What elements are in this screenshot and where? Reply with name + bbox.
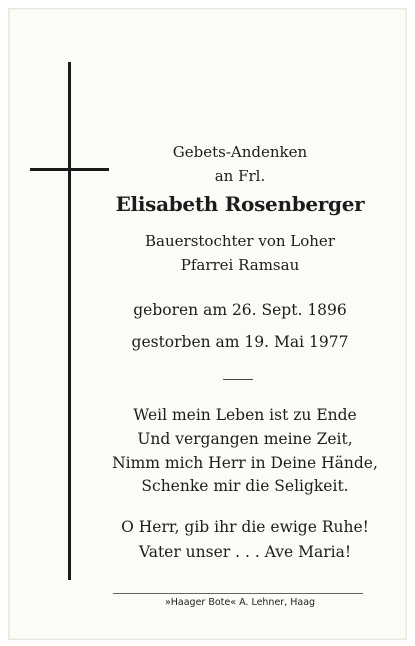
divider <box>223 379 253 380</box>
verse-line: Weil mein Leben ist zu Ende <box>133 406 357 424</box>
prayer-line: Vater unser . . . Ave Maria! <box>138 543 352 561</box>
verse-line: Und vergangen meine Zeit, <box>137 430 353 448</box>
printer-divider <box>113 593 363 594</box>
parish: Pfarrei Ramsau <box>180 256 300 274</box>
birth-date: geboren am 26. Sept. 1896 <box>133 301 347 319</box>
cross-icon-horizontal-bar <box>30 168 109 171</box>
printer-imprint: »Haager Bote« A. Lehner, Haag <box>164 597 316 608</box>
verse-line: Nimm mich Herr in Deine Hände, <box>112 454 378 472</box>
occupation: Bauerstochter von Loher <box>145 232 335 250</box>
cross-icon-vertical-bar <box>68 62 71 580</box>
prayer-line: O Herr, gib ihr die ewige Ruhe! <box>121 518 369 536</box>
deceased-name: Elisabeth Rosenberger <box>115 192 365 216</box>
intro-line: Gebets-Andenken <box>172 143 308 161</box>
verse-line: Schenke mir die Seligkeit. <box>141 477 349 495</box>
death-date: gestorben am 19. Mai 1977 <box>131 333 349 351</box>
intro-recipient: an Frl. <box>214 167 266 185</box>
